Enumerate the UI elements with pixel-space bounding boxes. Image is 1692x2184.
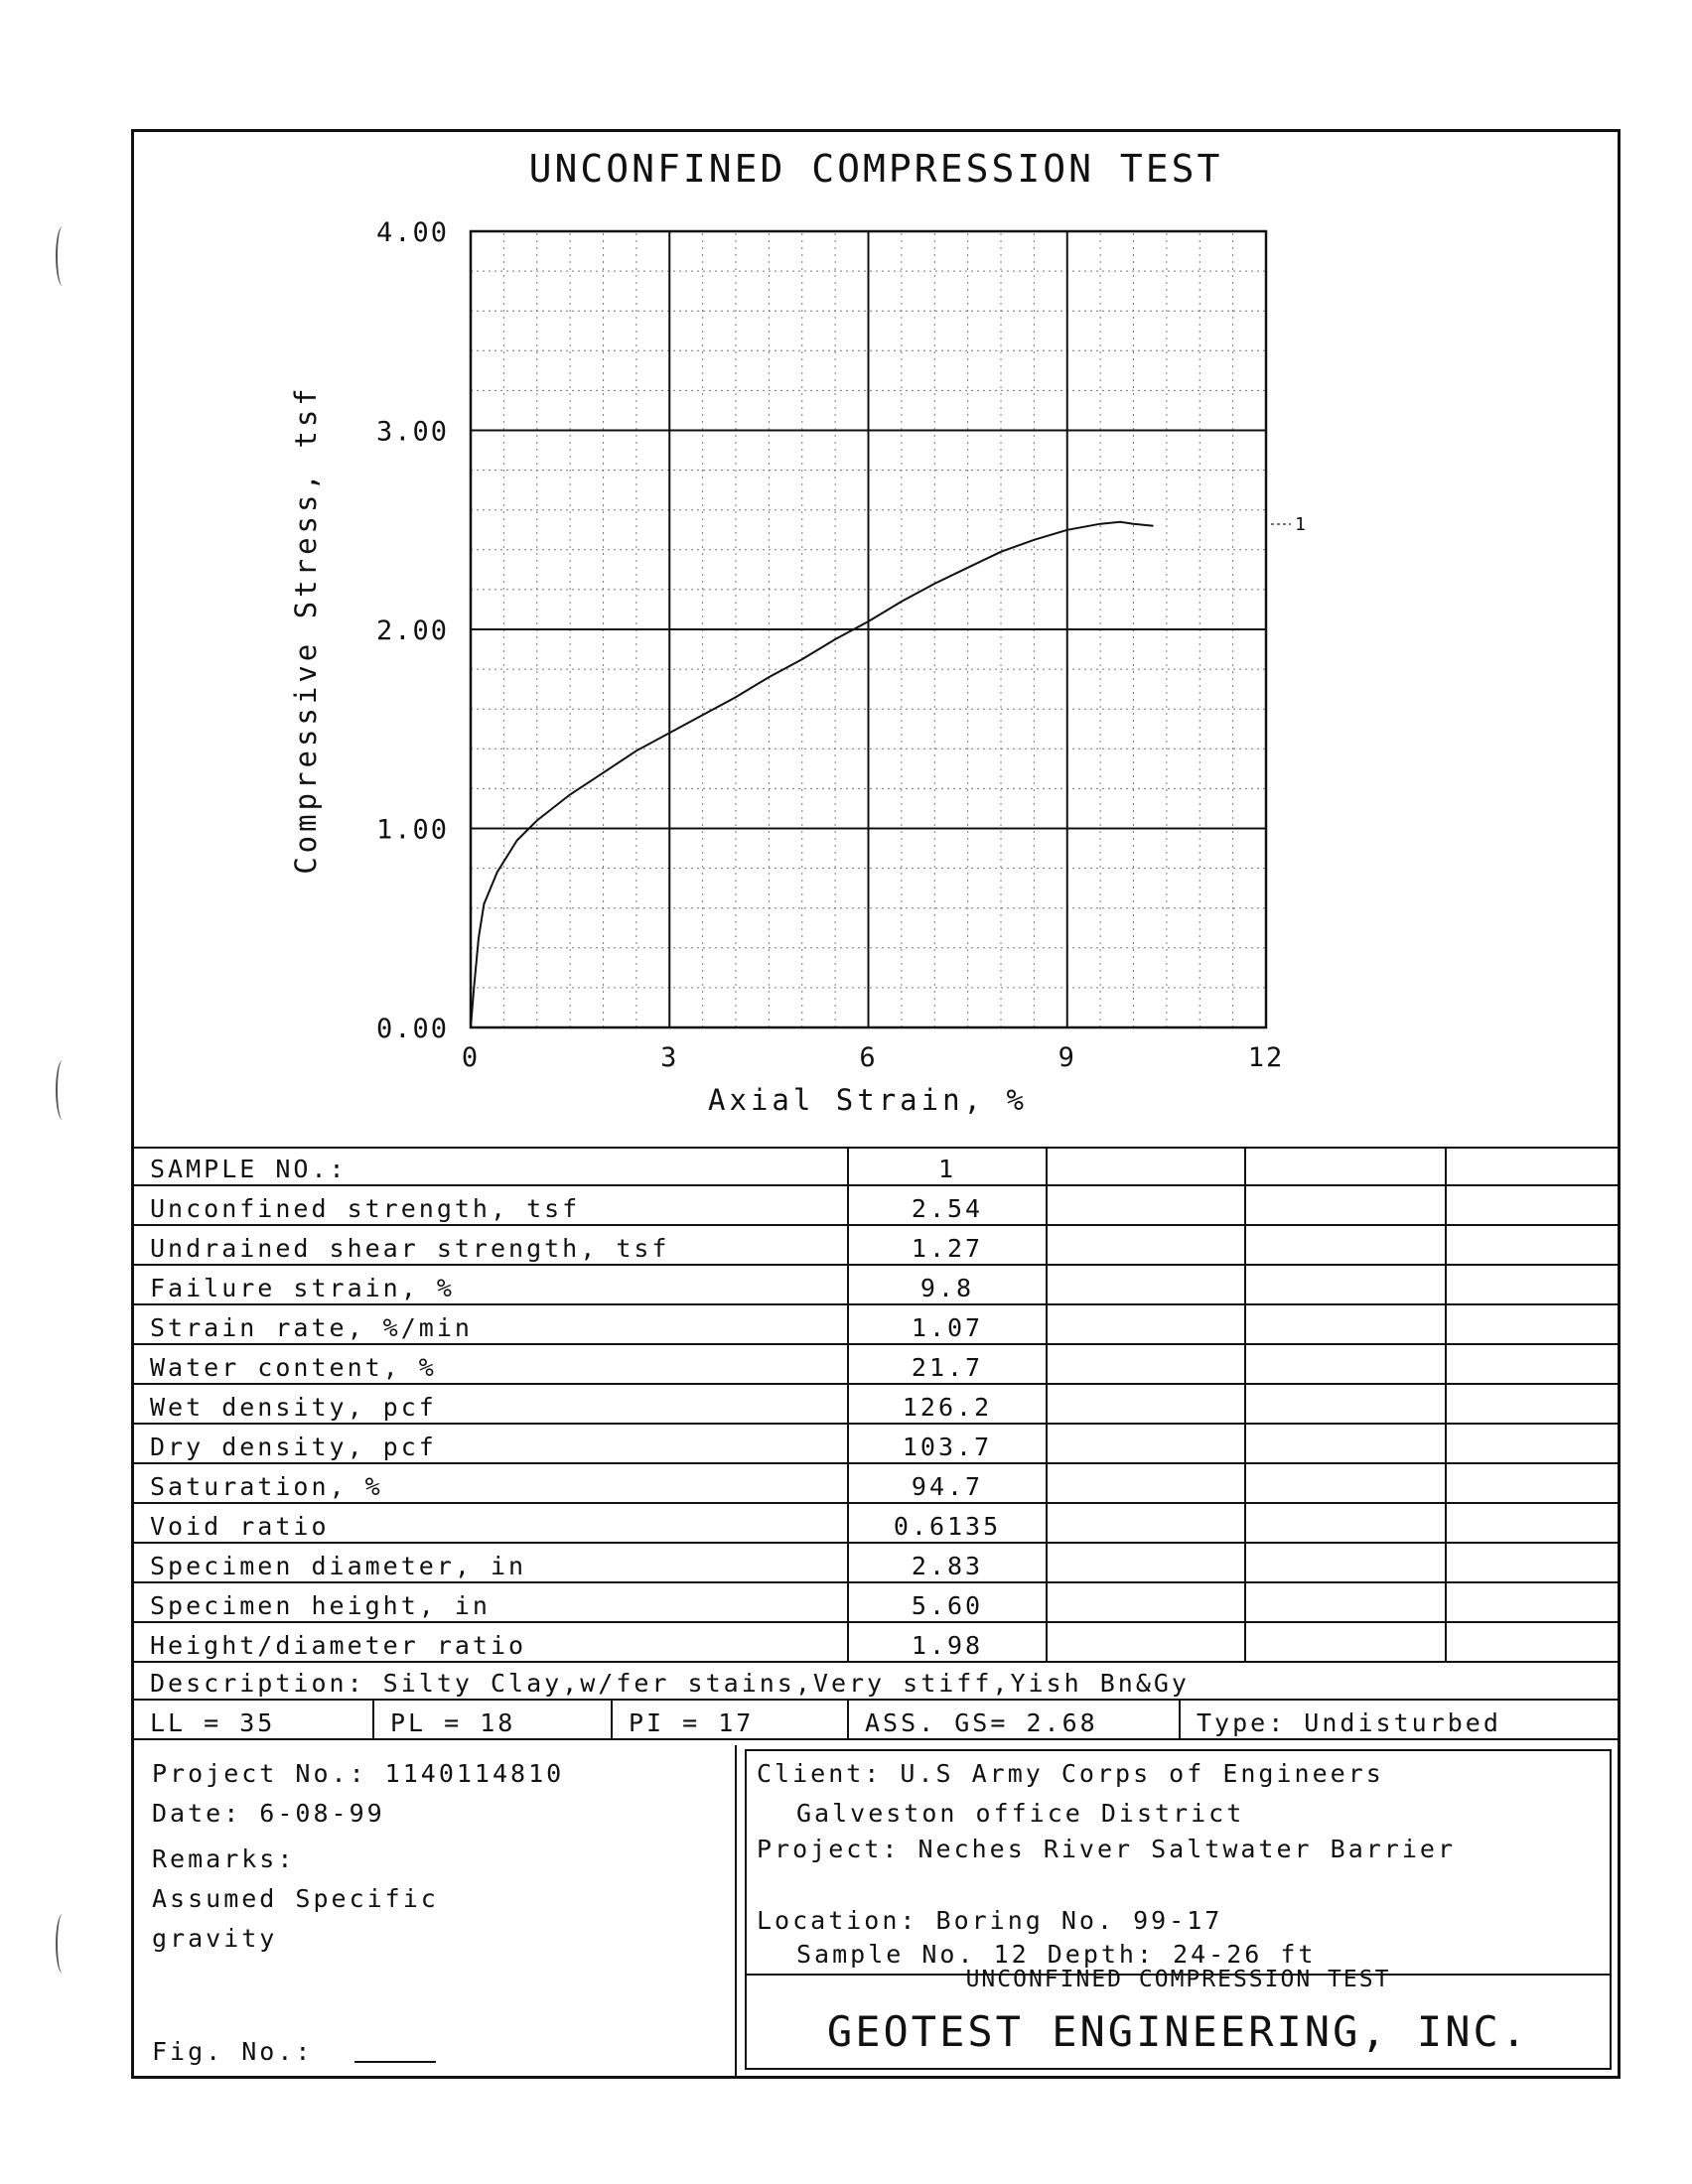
- remarks-line-2: gravity: [152, 1924, 278, 1953]
- x-tick-label: 3: [660, 1042, 679, 1073]
- sample-column-cell: [847, 1305, 1046, 1343]
- x-tick-labels: [462, 1042, 1284, 1073]
- property-value: 1.98: [911, 1631, 984, 1660]
- property-value: 9.8: [919, 1274, 975, 1302]
- property-label: Dry density, pcf: [150, 1433, 437, 1461]
- punch-hole-mark: [56, 1914, 70, 1974]
- sample-column-cell: [1244, 1186, 1445, 1224]
- plasticity-index: PI = 17: [629, 1708, 755, 1737]
- y-tick-label: 3.00: [375, 416, 449, 448]
- property-value: 94.7: [911, 1472, 984, 1501]
- sample-column-cell: [1445, 1345, 1618, 1383]
- footer-title: UNCONFINED COMPRESSION TEST: [965, 1967, 1391, 1992]
- sample-column-cell: [1046, 1544, 1244, 1581]
- property-label: Unconfined strength, tsf: [150, 1194, 581, 1223]
- remarks-line-1: Assumed Specific: [152, 1884, 439, 1913]
- sample-column-cell: [1445, 1147, 1618, 1184]
- sample-column-cell: [1445, 1544, 1618, 1581]
- sample-column-cell: [1046, 1305, 1244, 1343]
- sample-column-cell: [1244, 1583, 1445, 1621]
- sample-column-cell: [847, 1464, 1046, 1502]
- table-row: [134, 1345, 1618, 1385]
- sample-column-cell: [1445, 1623, 1618, 1661]
- property-label: Void ratio: [150, 1512, 330, 1541]
- sample-column-cell: [847, 1583, 1046, 1621]
- sample-column-cell: [1445, 1226, 1618, 1264]
- sample-column-cell: [1244, 1345, 1445, 1383]
- sample-column-cell: [847, 1147, 1046, 1184]
- liquid-limit-cell: [134, 1701, 372, 1738]
- client-panel: [735, 1745, 1618, 2076]
- sample-column-cell: [1445, 1504, 1618, 1542]
- sample-column-cell: [1046, 1623, 1244, 1661]
- table-header-row: [134, 1147, 1618, 1186]
- property-value: 126.2: [902, 1393, 993, 1422]
- plasticity-index-cell: [611, 1701, 847, 1738]
- specific-gravity-cell: [847, 1701, 1179, 1738]
- plastic-limit-cell: [372, 1701, 611, 1738]
- specific-gravity: ASS. GS= 2.68: [865, 1708, 1098, 1737]
- figure-number-label: Fig. No.:: [152, 2037, 314, 2066]
- sample-no-label: SAMPLE NO.:: [150, 1155, 348, 1183]
- sample-column-cell: [1445, 1186, 1618, 1224]
- sample-column-cell: [1244, 1147, 1445, 1184]
- y-tick-labels: [376, 217, 449, 1044]
- sample-type-cell: [1179, 1701, 1618, 1738]
- sample-column-cell: [847, 1226, 1046, 1264]
- table-row: [134, 1504, 1618, 1544]
- table-row: [134, 1544, 1618, 1583]
- sample-column-cell: [1046, 1226, 1244, 1264]
- remarks-label: Remarks:: [152, 1844, 296, 1873]
- figure-number-blank: [354, 2061, 436, 2063]
- property-label: Wet density, pcf: [150, 1393, 437, 1422]
- x-tick-label: 6: [859, 1042, 878, 1073]
- table-row: [134, 1305, 1618, 1345]
- description-row: [134, 1663, 1618, 1701]
- sample-column-cell: [847, 1504, 1046, 1542]
- property-value: 1.27: [911, 1234, 984, 1263]
- table-row: [134, 1385, 1618, 1425]
- table-row: [134, 1583, 1618, 1623]
- sample-column-cell: [1244, 1623, 1445, 1661]
- sample-column-cell: [1046, 1147, 1244, 1184]
- property-value: 5.60: [911, 1591, 984, 1620]
- project-name: Project: Neches River Saltwater Barrier: [757, 1835, 1456, 1863]
- sample-column-cell: [1046, 1425, 1244, 1462]
- property-label: Water content, %: [150, 1353, 437, 1382]
- sample-column-cell: [847, 1425, 1046, 1462]
- sample-column-cell: [1046, 1186, 1244, 1224]
- plastic-limit: PL = 18: [390, 1708, 516, 1737]
- x-tick-label: 9: [1058, 1042, 1076, 1073]
- y-tick-label: 1.00: [375, 814, 449, 846]
- property-value: 2.83: [911, 1552, 984, 1580]
- sample-column-cell: [847, 1266, 1046, 1303]
- table-row: [134, 1623, 1618, 1663]
- test-date: Date: 6-08-99: [152, 1799, 385, 1828]
- sample-column-cell: [1445, 1385, 1618, 1423]
- table-row: [134, 1425, 1618, 1464]
- property-label: Strain rate, %/min: [150, 1313, 473, 1342]
- y-tick-label: 0.00: [375, 1014, 449, 1044]
- sample-column-cell: [1244, 1504, 1445, 1542]
- series-label: 1: [1295, 514, 1308, 535]
- table-row: [134, 1464, 1618, 1504]
- sample-column-cell: [1244, 1226, 1445, 1264]
- sample-column-cell: [847, 1385, 1046, 1423]
- stress-strain-curve: [471, 522, 1154, 1027]
- x-tick-label: 12: [1247, 1042, 1285, 1073]
- property-label: Height/diameter ratio: [150, 1631, 527, 1660]
- sample-column-cell: [847, 1623, 1046, 1661]
- atterberg-limits-row: [134, 1701, 1618, 1740]
- property-value: 1.07: [911, 1313, 984, 1342]
- sample-column-cell: [1244, 1385, 1445, 1423]
- sample-column-cell: [1046, 1464, 1244, 1502]
- sample-column-cell: [1445, 1464, 1618, 1502]
- client-line-1: Client: U.S Army Corps of Engineers: [757, 1759, 1384, 1788]
- project-info-panel: [134, 1745, 734, 2076]
- sample-column-cell: [1244, 1425, 1445, 1462]
- client-line-2: Galveston office District: [796, 1799, 1245, 1828]
- sample-column-cell: [847, 1345, 1046, 1383]
- sample-column-cell: [1445, 1583, 1618, 1621]
- client-box: [745, 1749, 1612, 2070]
- property-value: 1: [937, 1155, 957, 1183]
- sample-column-cell: [1046, 1504, 1244, 1542]
- y-tick-label: 2.00: [375, 615, 449, 646]
- sample-column-cell: [847, 1186, 1046, 1224]
- sample-column-cell: [1046, 1385, 1244, 1423]
- table-row: [134, 1266, 1618, 1305]
- sample-column-cell: [1445, 1305, 1618, 1343]
- sample-column-cell: [1046, 1583, 1244, 1621]
- sample-column-cell: [847, 1544, 1046, 1581]
- company-name: GEOTEST ENGINEERING, INC.: [826, 2007, 1530, 2056]
- sample-column-cell: [1046, 1266, 1244, 1303]
- sample-column-cell: [1046, 1345, 1244, 1383]
- table-row: [134, 1186, 1618, 1226]
- sample-column-cell: [1244, 1544, 1445, 1581]
- property-value: 103.7: [902, 1433, 993, 1461]
- property-label: Undrained shear strength, tsf: [150, 1234, 670, 1263]
- sample-column-cell: [1244, 1305, 1445, 1343]
- property-label: Specimen height, in: [150, 1591, 491, 1620]
- sample-type: Type: Undisturbed: [1197, 1708, 1501, 1737]
- property-label: Saturation, %: [150, 1472, 383, 1501]
- x-axis-label: Axial Strain, %: [708, 1083, 1028, 1117]
- table-row: [134, 1226, 1618, 1266]
- property-value: 21.7: [911, 1353, 984, 1382]
- property-label: Failure strain, %: [150, 1274, 455, 1302]
- x-tick-label: 0: [461, 1042, 481, 1073]
- sample-column-cell: [1244, 1464, 1445, 1502]
- property-label: Specimen diameter, in: [150, 1552, 527, 1580]
- sample-column-cell: [1244, 1266, 1445, 1303]
- project-number: Project No.: 1140114810: [152, 1759, 565, 1788]
- y-tick-label: 4.00: [375, 217, 449, 248]
- sample-column-cell: [1445, 1266, 1618, 1303]
- chart-title: UNCONFINED COMPRESSION TEST: [528, 147, 1223, 191]
- property-value: 0.6135: [893, 1512, 1002, 1541]
- sample-depth: Sample No. 12 Depth: 24-26 ft: [796, 1940, 1317, 1969]
- boring-location: Location: Boring No. 99-17: [757, 1906, 1223, 1935]
- liquid-limit: LL = 35: [150, 1708, 276, 1737]
- property-value: 2.54: [911, 1194, 984, 1223]
- y-axis-label: Compressive Stress, tsf: [289, 384, 323, 875]
- description-text: Description: Silty Clay,w/fer stains,Very stiff,Yish Bn&Gy: [150, 1669, 1190, 1698]
- sample-column-cell: [1445, 1425, 1618, 1462]
